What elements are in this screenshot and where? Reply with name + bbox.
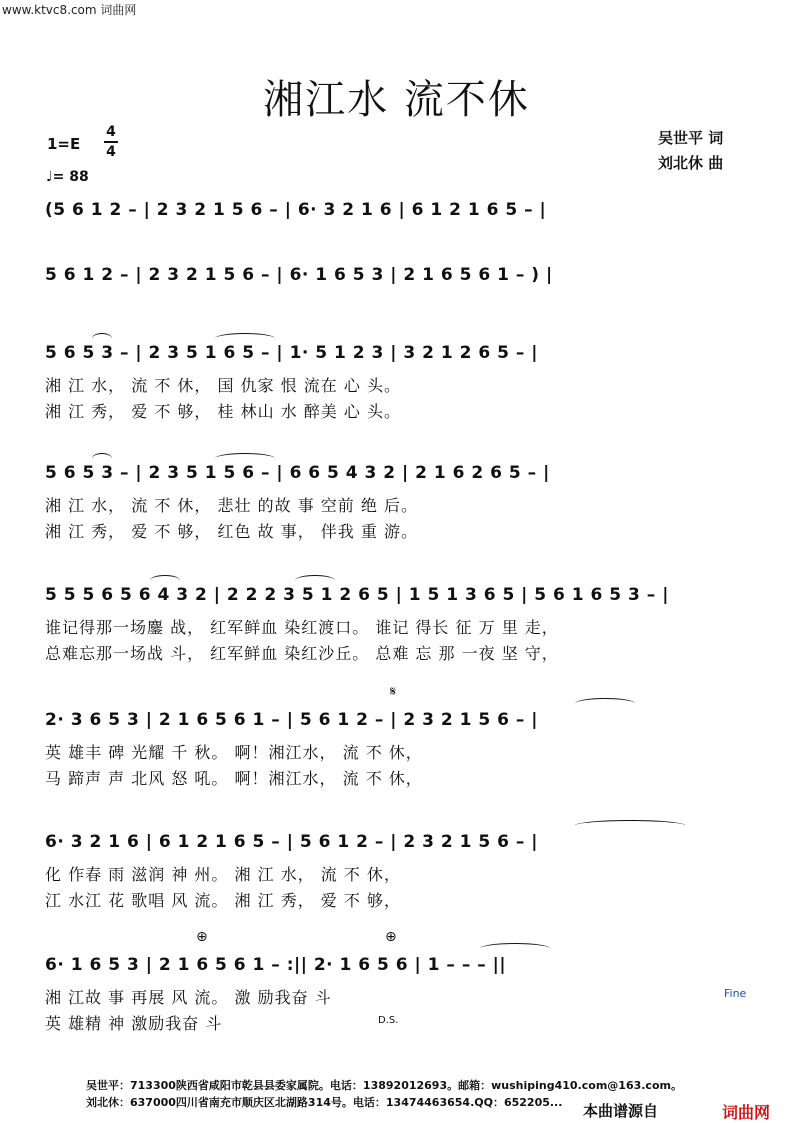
notation-line: 5 6 5 3 – | 2 3 5 1 5 6 – | 6 6 5 4 3 2 | 2 1 6 2 6 5 – | <box>45 463 550 483</box>
composer-credit: 刘北休 曲 <box>658 154 724 172</box>
segno-mark: 𝄋 <box>390 684 397 700</box>
score-row-3 <box>0 343 793 463</box>
source-label: 本曲谱源自 <box>583 1102 659 1120</box>
site-logo[interactable]: 词曲网 <box>722 1103 771 1122</box>
coda-mark: ⊕ <box>196 929 208 945</box>
notation-line: 6· 1 6 5 3 | 2 1 6 5 6 1 – :|| 2· 1 6 5 6 | 1 – – – || <box>45 955 507 975</box>
ds-marking: D.S. <box>378 1015 399 1026</box>
lyric-verse-2: 总难忘那一场战 斗， 红军鲜血 染红沙丘。 总难 忘 那 一夜 坚 守， <box>45 644 559 663</box>
key-signature: 1=E <box>47 135 81 153</box>
score-row-8 <box>0 929 793 1075</box>
tempo-marking: ♩= 88 <box>46 169 89 185</box>
footer-lyricist-contact: 吴世平：713300陕西省咸阳市乾县县委家属院。电话：13892012693。邮箱：wushiping410.com@163.com。 <box>86 1079 682 1092</box>
lyric-verse-1: 湘 江 水， 流 不 休， 悲壮 的故 事 空前 绝 后。 <box>45 496 418 515</box>
time-top: 4 <box>106 124 116 140</box>
score-row-6 <box>0 684 793 830</box>
score-row-4 <box>0 463 793 583</box>
lyric-verse-2: 湘 江 秀， 爱 不 够， 红色 故 事， 伴我 重 游。 <box>45 522 418 541</box>
notation-line: 5 5 5 6 5 6 4 3 2 | 2 2 2 3 5 1 2 6 5 | 1 5 1 3 6 5 | 5 6 1 6 5 3 – | <box>45 585 669 605</box>
score-row-5 <box>0 585 793 705</box>
footer-composer-contact: 刘北休：637000四川省南充市顺庆区北湖路314号。电话：13474463654.QQ：652205... <box>86 1096 563 1109</box>
lyric-verse-1: 英 雄丰 碑 光耀 千 秋。 啊！湘江水， 流 不 休， <box>45 743 423 762</box>
fine-marking: Fine <box>724 987 747 1000</box>
lyric-verse-2: 马 蹄声 声 北风 怒 吼。 啊！湘江水， 流 不 休， <box>45 769 423 788</box>
notation-line: 2· 3 6 5 3 | 2 1 6 5 6 1 – | 5 6 1 2 – | 2 3 2 1 5 6 – | <box>45 710 538 730</box>
lyricist-credit: 吴世平 词 <box>658 129 724 147</box>
slur <box>480 943 550 954</box>
lyric-verse-1: 化 作春 雨 滋润 神 州。 湘 江 水， 流 不 休， <box>45 865 401 884</box>
slur <box>575 820 685 831</box>
notation-line: 5 6 1 2 – | 2 3 2 1 5 6 – | 6· 1 6 5 3 | 2 1 6 5 6 1 – ) | <box>45 265 553 285</box>
lyric-verse-1: 湘 江故 事 再展 风 流。 激 励我奋 斗 <box>45 988 332 1007</box>
lyric-verse-2: 江 水江 花 歌唱 风 流。 湘 江 秀， 爱 不 够， <box>45 891 401 910</box>
coda-mark: ⊕ <box>385 929 397 945</box>
time-fraction-bar <box>104 141 118 143</box>
watermark: www.ktvc8.com 词曲网 <box>2 3 137 17</box>
slur <box>575 698 635 709</box>
song-title: 湘江水 流不休 <box>263 77 530 123</box>
notation-line: 6· 3 2 1 6 | 6 1 2 1 6 5 – | 5 6 1 2 – | 2 3 2 1 5 6 – | <box>45 832 538 852</box>
lyric-verse-2: 湘 江 秀， 爱 不 够， 桂 林山 水 醉美 心 头。 <box>45 402 401 421</box>
notation-line: 5 6 5 3 – | 2 3 5 1 6 5 – | 1· 5 1 2 3 | 3 2 1 2 6 5 – | <box>45 343 538 363</box>
time-bottom: 4 <box>106 144 116 160</box>
lyric-verse-1: 谁记得那一场鏖 战， 红军鲜血 染红渡口。 谁记 得长 征 万 里 走， <box>45 618 559 637</box>
lyric-verse-1: 湘 江 水， 流 不 休， 国 仇家 恨 流在 心 头。 <box>45 376 401 395</box>
time-signature <box>104 124 118 160</box>
lyric-verse-2: 英 雄精 神 激励我奋 斗 <box>45 1014 223 1033</box>
notation-line: (5 6 1 2 – | 2 3 2 1 5 6 – | 6· 3 2 1 6 | 6 1 2 1 6 5 – | <box>45 200 547 220</box>
